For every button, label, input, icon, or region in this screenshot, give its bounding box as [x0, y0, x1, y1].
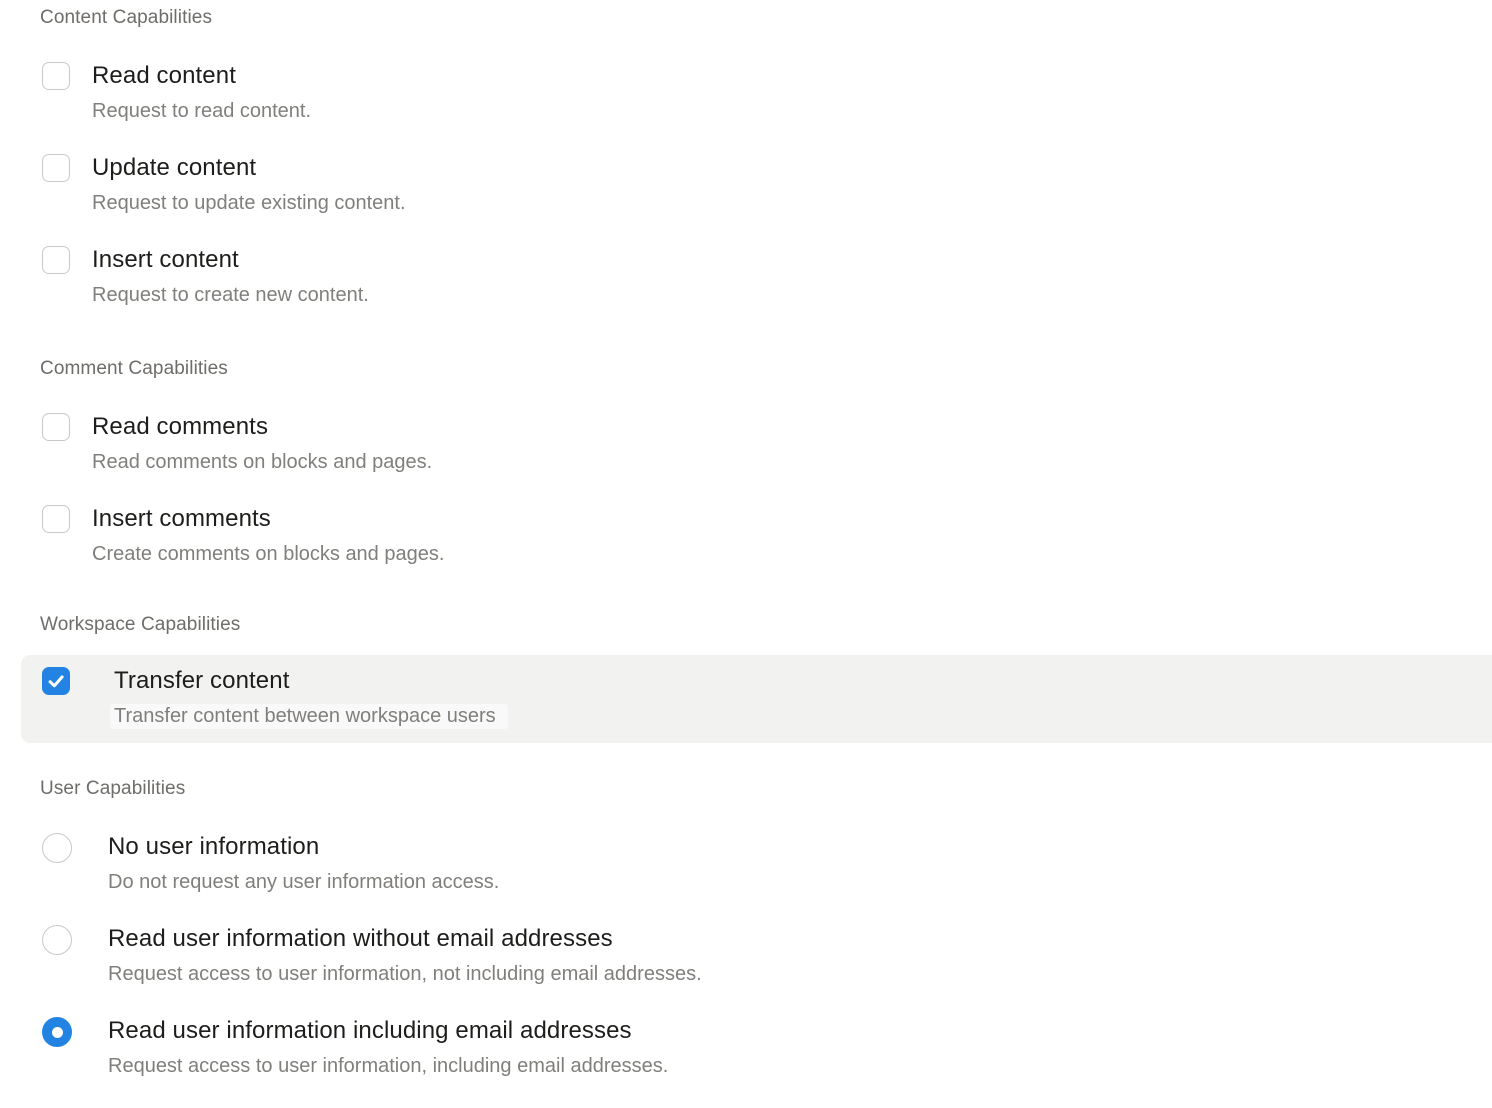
capability-label[interactable]: Read comments	[92, 413, 269, 440]
capability-row-read-content	[42, 62, 1492, 123]
capability-label[interactable]: Insert comments	[92, 505, 271, 532]
capability-description: Request to create new content.	[92, 284, 369, 306]
section-comment-capabilities	[0, 357, 1492, 566]
capability-row-user-info-without-email	[42, 925, 1492, 986]
capability-label[interactable]: Read user information without email addresses	[108, 925, 613, 952]
transfer-content-checkbox[interactable]	[42, 667, 70, 695]
section-heading-user-capabilities: User Capabilities	[40, 778, 186, 799]
capability-row-insert-comments	[42, 505, 1492, 566]
section-workspace-capabilities	[0, 613, 1492, 743]
no-user-information-radio[interactable]	[42, 833, 72, 863]
capability-text	[108, 1017, 668, 1078]
checkmark-icon	[43, 668, 69, 694]
capability-row-no-user-information	[42, 833, 1492, 894]
capability-description: Read comments on blocks and pages.	[92, 451, 433, 473]
capability-row-transfer-content-highlighted	[21, 655, 1492, 743]
capability-label[interactable]: Read user information including email addresses	[108, 1017, 632, 1044]
section-user-capabilities	[0, 777, 1492, 1078]
capability-description: Do not request any user information access.	[108, 871, 500, 893]
capability-label[interactable]: Transfer content	[114, 667, 290, 694]
capability-row-insert-content	[42, 246, 1492, 307]
user-info-without-email-radio[interactable]	[42, 925, 72, 955]
section-heading-workspace-capabilities: Workspace Capabilities	[40, 614, 241, 635]
capability-text	[108, 925, 702, 986]
capability-description: Transfer content between workspace users	[110, 704, 508, 729]
insert-content-checkbox[interactable]	[42, 246, 70, 274]
read-comments-checkbox[interactable]	[42, 413, 70, 441]
read-content-checkbox[interactable]	[42, 62, 70, 90]
capability-label[interactable]: Read content	[92, 62, 236, 89]
capability-text	[92, 62, 311, 123]
capability-description: Create comments on blocks and pages.	[92, 543, 445, 565]
insert-comments-checkbox[interactable]	[42, 505, 70, 533]
capability-text	[92, 413, 432, 474]
user-info-with-email-radio[interactable]	[42, 1017, 72, 1047]
capability-text	[114, 667, 508, 728]
capability-row-read-comments	[42, 413, 1492, 474]
capability-description: Request access to user information, including email addresses.	[108, 1055, 669, 1077]
capability-label[interactable]: Update content	[92, 154, 257, 181]
capability-row-update-content	[42, 154, 1492, 215]
capability-label[interactable]: Insert content	[92, 246, 239, 273]
capability-text	[108, 833, 499, 894]
capability-text	[92, 246, 369, 307]
capability-text	[92, 505, 444, 566]
radio-dot-icon	[52, 1027, 63, 1038]
section-heading-comment-capabilities: Comment Capabilities	[40, 358, 228, 379]
capability-text	[92, 154, 406, 215]
section-heading-content-capabilities: Content Capabilities	[40, 7, 213, 28]
capability-row-user-info-with-email	[42, 1017, 1492, 1078]
update-content-checkbox[interactable]	[42, 154, 70, 182]
capability-label[interactable]: No user information	[108, 833, 320, 860]
capability-description: Request to read content.	[92, 100, 312, 122]
capability-description: Request to update existing content.	[92, 192, 406, 214]
section-content-capabilities	[0, 6, 1492, 307]
capability-description: Request access to user information, not including email addresses.	[108, 963, 702, 985]
